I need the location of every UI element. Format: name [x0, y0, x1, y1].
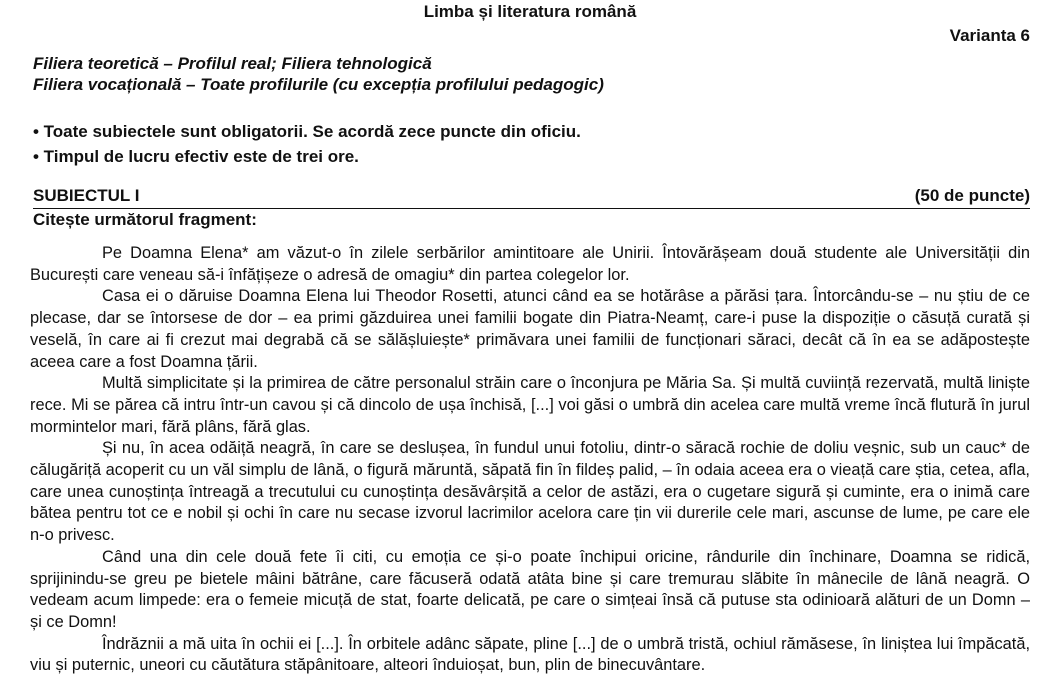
paragraph: Casa ei o dăruise Doamna Elena lui Theodor Rosetti, atunci când ea se hotărâse a părăsi țara. Întorcându-se – nu știu de ce plecase, dar se întorsese de dor – ea primi găzduirea unei familii bogate din Piatra-Neamț, care-i puse la dispoziție o căsuță curată și veselă, în care ai fi crezut mai degrabă că se sălășluiește* primăvara unei familii de funcționari săraci, decât că în ea se adăpostește aceea care a fost Doamna țării. [30, 287, 1030, 371]
rule-time: • Timpul de lucru efectiv este de trei ore. [33, 147, 359, 166]
paragraph: Îndrăznii a mă uita în ochii ei [...]. În orbitele adânc săpate, pline [...] de o umbră tristă, ochiul rămăsese, în liniștea lui împăcată, viu și puternic, uneori cu căutătura stăpânitoare, alteori înduioșat, bun, plin de binecuvântare. [30, 634, 1030, 675]
fragment-text [30, 243, 1030, 677]
section-points: (50 de puncte) [914, 186, 1030, 205]
paragraph: Și nu, în acea odăiță neagră, în care se deslușea, în fundul unui fotoliu, dintr-o săracă rochie de doliu veșnic, sub un cauc* de călugăriță acoperit cu un văl simplu de lână, o figură măruntă, săpată fin în fildeș palid, – în odaia aceea era o vieață care știa, cetea, afla, care unea cunoștința întreagă a trecutului cu cunoștința desăvârșită a celor de astăzi, era o cugetare sigură și cuminte, era o inimă care bătea pentru tot ce e nobil și ochi în care nu secase izvorul lacrimilor acelora care țin vii durerile cele mari, ascunse de lume, pe care ele n-o privesc. [30, 439, 1030, 545]
paragraph: Pe Doamna Elena* am văzut-o în zilele serbărilor amintitoare ale Unirii. Întovărășeam două studente ale Universității din București care veneau să-i înfățișeze o adresă de omagiu* din partea colegelor lor. [30, 244, 1030, 284]
rule-mandatory: • Toate subiectele sunt obligatorii. Se acordă zece puncte din oficiu. [33, 122, 581, 141]
filiera-line-2: Filiera vocațională – Toate profilurile (cu excepția profilului pedagogic) [33, 75, 604, 94]
section-header [33, 186, 1030, 209]
paragraph: Multă simplicitate și la primirea de către personalul străin care o înconjura pe Măria Sa. Și multă cuviință rezervată, multă liniște rece. Mi se părea că intru într-un cavou și că dincolo de ușa închisă, [...] voi găsi o umbră din acelea care multă vreme încă flutură în jurul mormintelor mari, fără plâns, fără glas. [30, 374, 1030, 436]
filiera-line-1: Filiera teoretică – Profilul real; Filiera tehnologică [33, 54, 432, 73]
section-instruction: Citește următorul fragment: [33, 210, 257, 229]
section-title: SUBIECTUL I [33, 186, 140, 205]
variant-label: Varianta 6 [949, 26, 1030, 45]
paragraph: Când una din cele două fete îi citi, cu emoția ce și-o poate închipui oricine, rândurile din închinare, Doamna se ridică, sprijinindu-se greu pe bietele mâini bătrâne, care făcuseră odată atâta bine și care tremurau slăbite în mânecile de lână neagră. O vedeam acum limpede: era o femeie micuță de stat, foarte delicată, pe care o simțeai însă că putuse sta odinioară alături de un Domn – și ce Domn! [30, 547, 1030, 631]
subject-title: Limba și literatura română [423, 2, 637, 21]
